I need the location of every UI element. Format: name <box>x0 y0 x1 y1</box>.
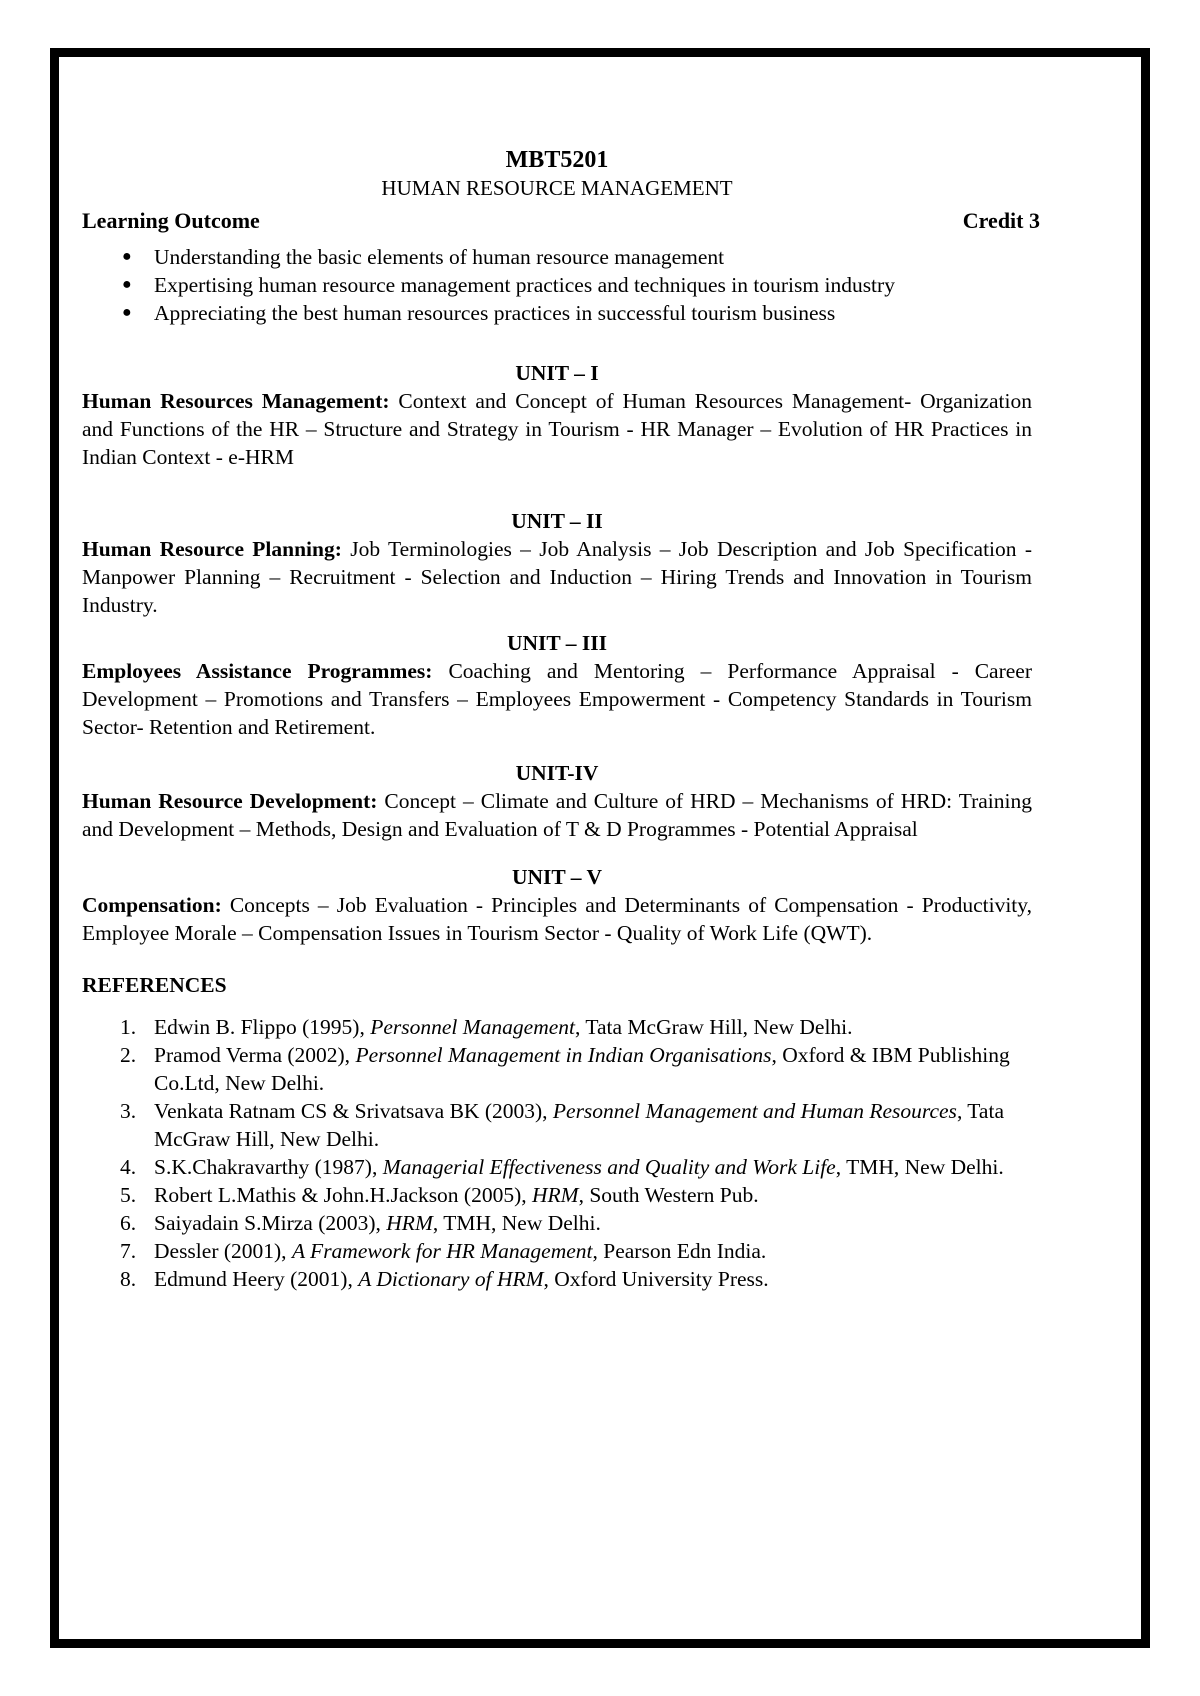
reference-item: 6. Saiyadain S.Mirza (2003), HRM, TMH, New Delhi. <box>120 1211 601 1235</box>
course-title: HUMAN RESOURCE MANAGEMENT <box>381 176 733 200</box>
reference-item: 5. Robert L.Mathis & John.H.Jackson (2005), HRM, South Western Pub. <box>120 1183 759 1207</box>
outcome-item: ● Understanding the basic elements of human resource management <box>122 245 725 269</box>
credit-label: Credit 3 <box>962 208 1040 233</box>
unit-body: Employees Assistance Programmes: Coaching and Mentoring – Performance Appraisal - Career Development – Promotions and Transfers – Employees Empowerment - Competency Standards in Tourism Sector- Retention and Retirement. <box>82 659 1033 739</box>
unit-topic: Human Resource Planning: <box>82 537 342 561</box>
unit-3 <box>82 629 1032 741</box>
reference-item: 1. Edwin B. Flippo (1995), Personnel Management, Tata McGraw Hill, New Delhi. <box>120 1015 853 1039</box>
outcome-item: ● Expertising human resource management practices and techniques in tourism industry <box>122 273 895 297</box>
course-code: MBT5201 <box>505 147 609 173</box>
references-heading: REFERENCES <box>82 973 227 997</box>
unit-body: Human Resource Planning: Job Terminologies – Job Analysis – Job Description and Job Specification - Manpower Planning – Recruitment - Selection and Induction – Hiring Trends and Innovation in Tourism Industry. <box>82 537 1032 617</box>
unit-heading: UNIT – V <box>511 865 602 889</box>
references-section <box>82 971 1032 1293</box>
unit-heading: UNIT-IV <box>515 761 599 785</box>
unit-topic: Employees Assistance Programmes: <box>82 659 433 683</box>
unit-body: Compensation: Concepts – Job Evaluation - Principles and Determinants of Compensation - Productivity, Employee Morale – Compensation Issues in Tourism Sector - Quality of Work Life (QWT). <box>82 893 1032 945</box>
unit-topic: Human Resources Management: <box>82 389 390 413</box>
reference-item: 4. S.K.Chakravarthy (1987), Managerial Effectiveness and Quality and Work Life, TMH, New Delhi. <box>120 1155 1004 1179</box>
bullet-icon: ● <box>122 276 132 293</box>
unit-topic: Compensation: <box>82 893 222 917</box>
bullet-icon: ● <box>122 248 132 265</box>
reference-item: 2. Pramod Verma (2002), Personnel Management in Indian Organisations, Oxford & IBM Publishing Co.Ltd, New Delhi. <box>120 1043 1010 1095</box>
outcome-list <box>82 243 1032 327</box>
unit-heading: UNIT – II <box>511 509 603 533</box>
bullet-icon: ● <box>122 304 132 321</box>
reference-item: 7. Dessler (2001), A Framework for HR Management, Pearson Edn India. <box>120 1239 767 1263</box>
outcome-item: ● Appreciating the best human resources practices in successful tourism business <box>122 301 836 325</box>
reference-list <box>82 1013 1032 1293</box>
unit-heading: UNIT – III <box>507 631 607 655</box>
unit-2 <box>82 507 1032 619</box>
unit-topic: Human Resource Development: <box>82 789 378 813</box>
unit-body: Human Resource Development: Concept – Climate and Culture of HRD – Mechanisms of HRD: Training and Development – Methods, Design and Evaluation of T & D Programmes - Potential Appraisal <box>82 789 1032 841</box>
learning-outcome-row <box>82 207 1040 237</box>
reference-item: 8. Edmund Heery (2001), A Dictionary of HRM, Oxford University Press. <box>120 1267 769 1291</box>
unit-4 <box>82 759 1032 843</box>
reference-item: 3. Venkata Ratnam CS & Srivatsava BK (2003), Personnel Management and Human Resources, Tata McGraw Hill, New Delhi. <box>120 1099 1004 1151</box>
unit-heading: UNIT – I <box>515 361 599 385</box>
unit-body: Human Resources Management: Context and Concept of Human Resources Management- Organization and Functions of the HR – Structure and Strategy in Tourism - HR Manager – Evolution of HR Practices in Indian Context - e-HRM <box>82 389 1032 469</box>
unit-5 <box>82 863 1032 947</box>
syllabus-content <box>82 145 1040 1293</box>
learning-outcome-label: Learning Outcome <box>82 208 260 233</box>
unit-1 <box>82 359 1032 471</box>
